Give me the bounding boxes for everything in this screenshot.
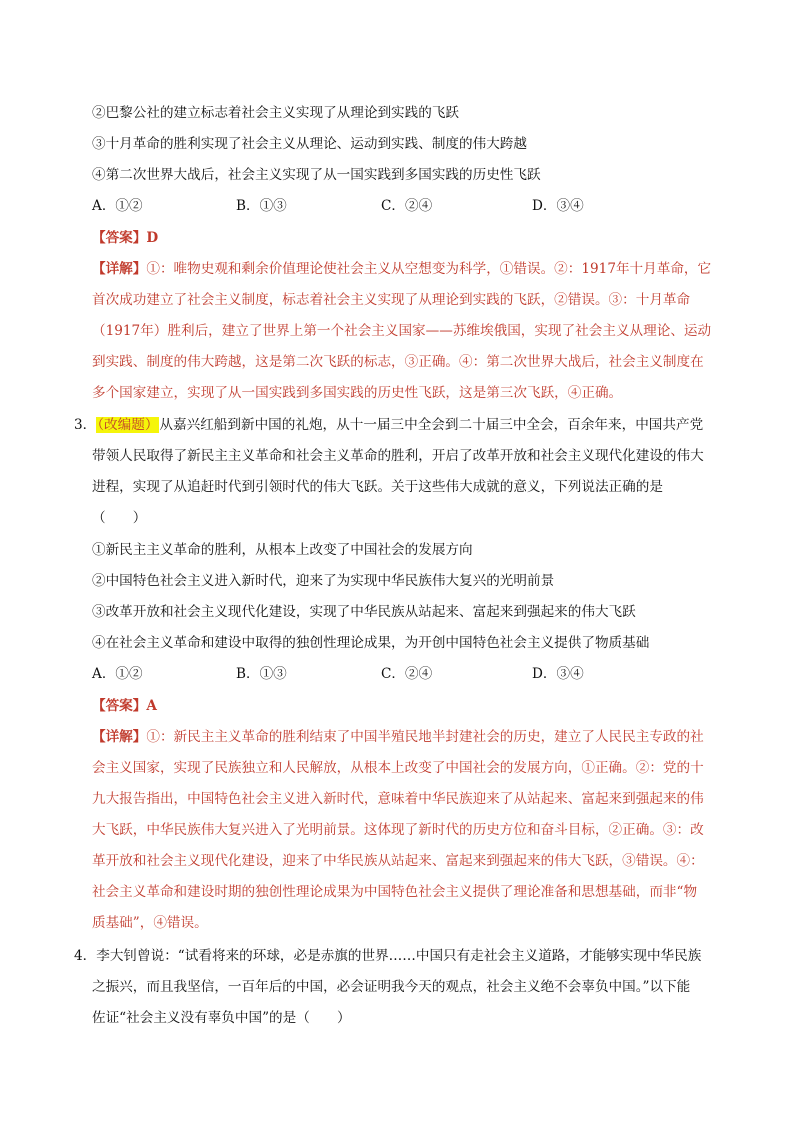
q4-stem-text-1: 李大钊曾说：“试看将来的环球，必是赤旗的世界……中国只有走社会主义道路，才能够实现中华民族: [96, 948, 702, 964]
q2-explain-line-1: [92, 260, 711, 278]
q3-stem-line-3: 进程，实现了从追赶时代到引领时代的伟大飞跃。关于这些伟大成就的意义，下列说法正确的是: [92, 479, 663, 495]
q3-statement-2: ②中国特色社会主义进入新时代，迎来了为实现中华民族伟大复兴的光明前景: [92, 573, 555, 589]
q3-explain-line-4: 大飞跃，中华民族伟大复兴进入了光明前景。这体现了新时代的历史方位和奋斗目标，②正确。③：改: [92, 822, 704, 838]
q2-explain-line-2: 首次成功建立了社会主义制度，标志着社会主义实现了从理论到实践的飞跃，②错误。③：十月革命: [92, 292, 691, 308]
q3-option-a: A．①②: [92, 666, 143, 682]
q3-option-c: C．②④: [381, 666, 433, 682]
q2-option-c: C．②④: [381, 198, 433, 214]
q2-statement-3: ③十月革命的胜利实现了社会主义从理论、运动到实践、制度的伟大跨越: [92, 136, 527, 152]
q2-explain-line-4: 到实践、制度的伟大跨越，这是第二次飞跃的标志，③正确。④：第二次世界大战后，社会主义制度在: [92, 354, 704, 370]
q3-explain-line-2: 会主义国家，实现了民族独立和人民解放，从根本上改变了中国社会的发展方向，①正确。②：党的十: [92, 760, 704, 776]
q3-stem-line-2: 带领人民取得了新民主主义革命和社会主义革命的胜利，开启了改革开放和社会主义现代化建设的伟大: [92, 448, 704, 464]
q3-explain-line-3: 九大报告指出，中国特色社会主义进入新时代，意味着中华民族迎来了从站起来、富起来到强起来的伟: [92, 791, 704, 807]
q3-option-b: B．①③: [236, 666, 287, 682]
q3-statement-4: ④在社会主义革命和建设中取得的独创性理论成果，为开创中国特色社会主义提供了物质基础: [92, 635, 650, 651]
q3-stem-line-4: （ ）: [92, 510, 147, 526]
q3-explain-line-1: [92, 728, 704, 746]
q4-number: 4．: [74, 948, 97, 964]
q4-stem-line-2: 之振兴，而且我坚信，一百年后的中国，必会证明我今天的观点，社会主义绝不会辜负中国。”以下能: [92, 979, 691, 995]
q2-explain-text-1: ①：唯物史观和剩余价值理论使社会主义从空想变为科学，①错误。②：1917年十月革命，它: [146, 261, 712, 277]
q2-answer-label: 【答案】D: [92, 230, 159, 246]
q3-answer-label: 【答案】A: [92, 698, 157, 714]
q3-stem-text-1: 从嘉兴红船到新中国的礼炮，从十一届三中全会到二十届三中全会，百余年来，中国共产党: [159, 417, 704, 433]
q2-answer: [92, 229, 158, 247]
q2-explain-line-3: （1917年）胜利后，建立了世界上第一个社会主义国家——苏维埃俄国，实现了社会主义从理论、运动: [92, 323, 712, 339]
q3-explain-line-7: 质基础”，④错误。: [92, 915, 208, 931]
q3-explain-label: 【详解】: [92, 729, 147, 745]
q2-statement-2: ②巴黎公社的建立标志着社会主义实现了从理论到实践的飞跃: [92, 105, 460, 121]
q3-explain-line-6: 社会主义革命和建设时期的独创性理论成果为中国特色社会主义提供了理论准备和思想基础，而非“物: [92, 884, 698, 900]
q2-explain-label: 【详解】: [92, 261, 147, 277]
q4-stem-line-1: [74, 947, 701, 965]
q2-statement-4: ④第二次世界大战后，社会主义实现了从一国实践到多国实践的历史性飞跃: [92, 167, 541, 183]
q2-option-d: D．③④: [532, 198, 584, 214]
q2-explain-line-5: 多个国家建立，实现了从一国实践到多国实践的历史性飞跃，这是第三次飞跃，④正确。: [92, 385, 623, 401]
q4-stem-line-3: 佐证“社会主义没有辜负中国”的是（ ）: [92, 1010, 351, 1026]
q3-explain-text-1: ①：新民主主义革命的胜利结束了中国半殖民地半封建社会的历史，建立了人民民主专政的社: [146, 729, 704, 745]
q3-answer: [92, 697, 157, 715]
q3-option-d: D．③④: [532, 666, 584, 682]
q3-number: 3．: [74, 417, 97, 433]
q2-option-a: A．①②: [92, 198, 143, 214]
q2-option-b: B．①③: [236, 198, 287, 214]
q3-statement-3: ③改革开放和社会主义现代化建设，实现了中华民族从站起来、富起来到强起来的伟大飞跃: [92, 604, 636, 620]
q3-explain-line-5: 革开放和社会主义现代化建设，迎来了中华民族从站起来、富起来到强起来的伟大飞跃，③错误。④：: [92, 853, 704, 869]
q3-statement-1: ①新民主主义革命的胜利，从根本上改变了中国社会的发展方向: [92, 542, 473, 558]
q3-tag: （改编题）: [97, 417, 159, 433]
q3-stem-line-1: [74, 416, 703, 434]
